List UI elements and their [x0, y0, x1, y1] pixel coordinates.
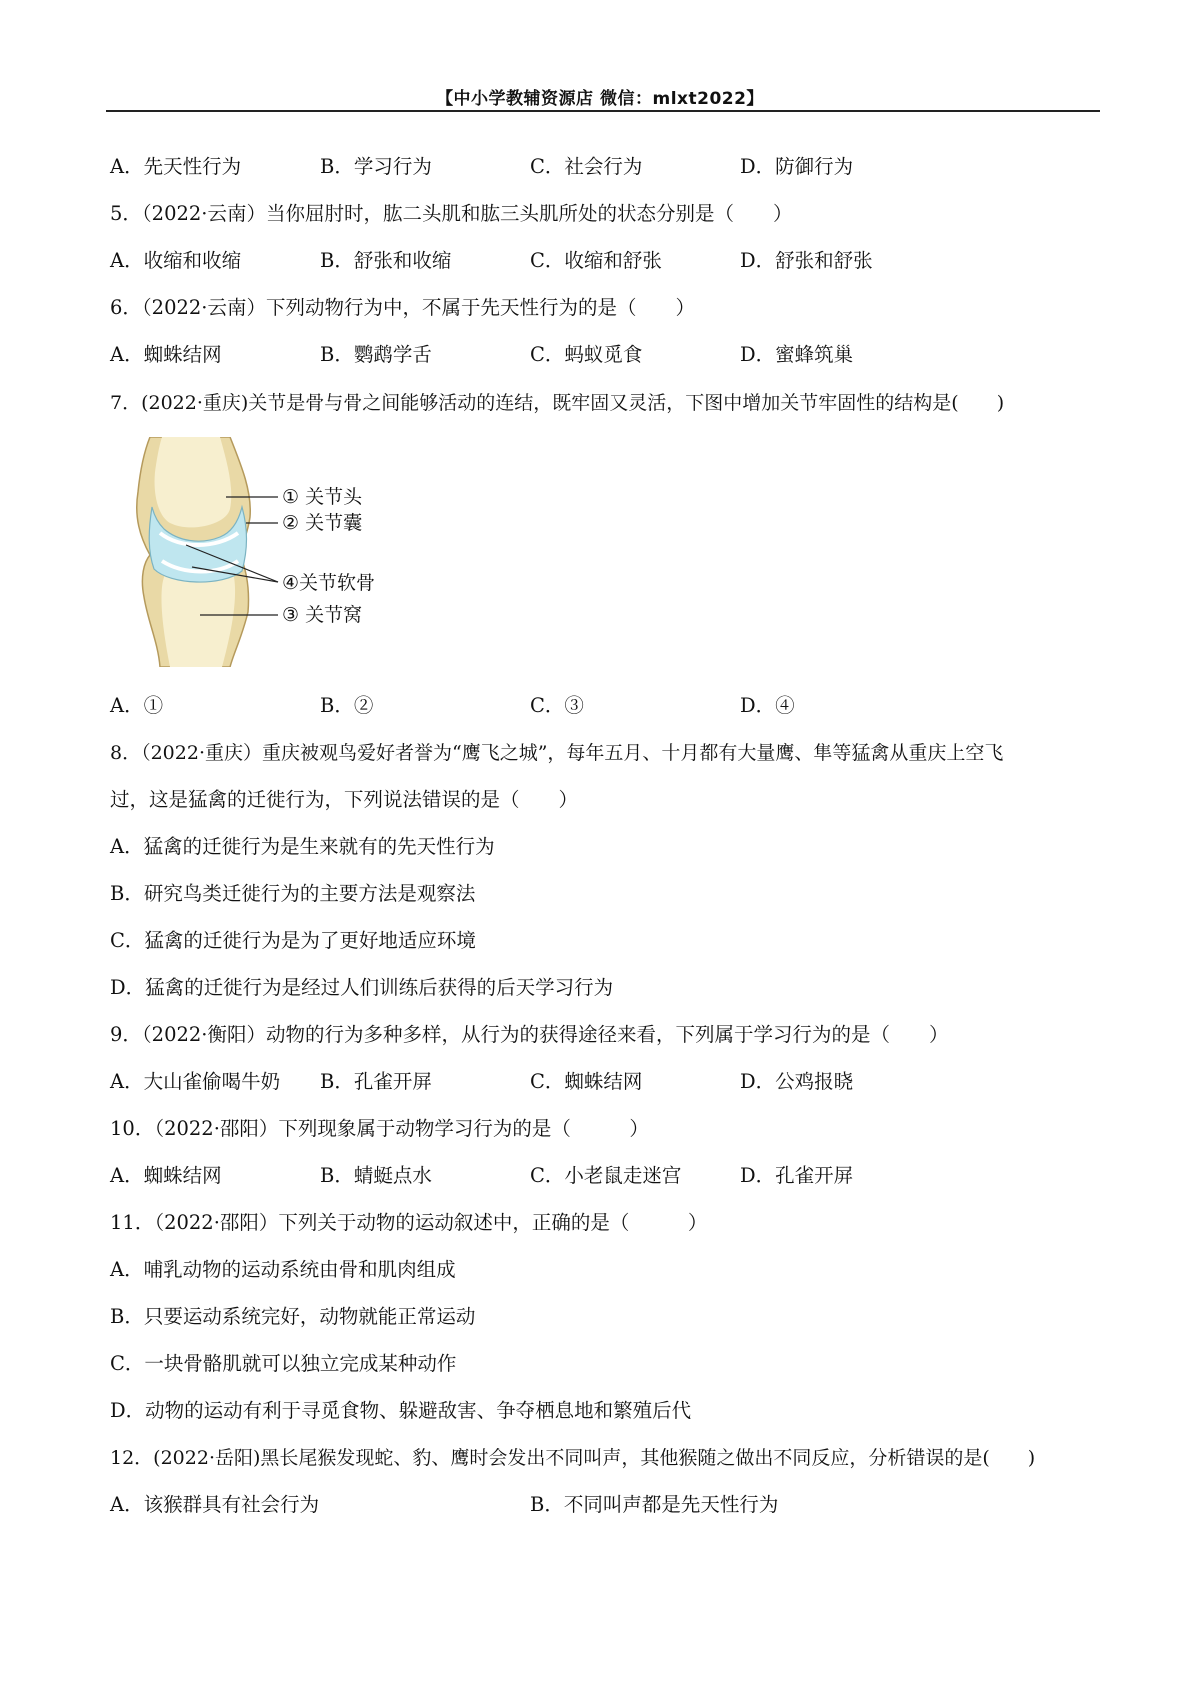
q9-option-b: B．孔雀开屏: [320, 1070, 432, 1093]
q11-option-c: C．一块骨骼肌就可以独立完成某种动作: [110, 1352, 457, 1375]
page-header: 【中小学教辅资源店 微信：mlxt2022】: [436, 89, 764, 109]
q6-stem: 6．（2022·云南）下列动物行为中，不属于先天性行为的是（ ）: [110, 296, 695, 319]
q5-option-d: D．舒张和舒张: [740, 249, 873, 272]
q7-option-a: A．①: [110, 694, 164, 717]
q9-option-c: C．蜘蛛结网: [530, 1070, 643, 1093]
q5-option-c: C．收缩和舒张: [530, 249, 662, 272]
q8-option-b: B．研究鸟类迁徙行为的主要方法是观察法: [110, 882, 476, 905]
label-joint-socket: ③ 关节窝: [282, 604, 363, 626]
q11-option-a: A．哺乳动物的运动系统由骨和肌肉组成: [110, 1258, 456, 1281]
knee-joint-figure: [130, 437, 410, 667]
label-joint-capsule: ② 关节囊: [282, 512, 363, 534]
q6-option-b: B．鹦鹉学舌: [320, 343, 432, 366]
q6-option-d: D．蜜蜂筑巢: [740, 343, 854, 366]
q11-option-d: D．动物的运动有利于寻觅食物、躲避敌害、争夺栖息地和繁殖后代: [110, 1399, 692, 1422]
q8-stem-line-2: 过，这是猛禽的迁徙行为，下列说法错误的是（ ）: [110, 788, 579, 811]
q9-option-a: A．大山雀偷喝牛奶: [110, 1070, 281, 1093]
q8-option-c: C．猛禽的迁徙行为是为了更好地适应环境: [110, 929, 476, 952]
q5-stem: 5．（2022·云南）当你屈肘时，肱二头肌和肱三头肌所处的状态分别是（ ）: [110, 202, 793, 225]
q4-option-b: B．学习行为: [320, 155, 432, 178]
q10-option-c: C．小老鼠走迷宫: [530, 1164, 682, 1187]
q8-option-d: D．猛禽的迁徙行为是经过人们训练后获得的后天学习行为: [110, 976, 614, 999]
q7-stem: 7．(2022·重庆)关节是骨与骨之间能够活动的连结，既牢固又灵活，下图中增加关节牢固性的结构是( ): [110, 392, 1005, 414]
q6-option-c: C．蚂蚁觅食: [530, 343, 643, 366]
q12-stem: 12．(2022·岳阳)黑长尾猴发现蛇、豹、鹰时会发出不同叫声，其他猴随之做出不同反应，分析错误的是( ): [110, 1447, 1036, 1469]
q12-option-a: A．该猴群具有社会行为: [110, 1493, 320, 1516]
header-divider: [106, 110, 1100, 112]
q9-option-d: D．公鸡报晓: [740, 1070, 854, 1093]
q7-option-b: B．②: [320, 694, 374, 717]
upper-bone: [155, 437, 232, 527]
q12-option-b: B．不同叫声都是先天性行为: [530, 1493, 779, 1516]
q9-stem: 9．（2022·衡阳）动物的行为多种多样，从行为的获得途径来看，下列属于学习行为的是（ ）: [110, 1023, 949, 1046]
label-joint-cartilage: ④关节软骨: [282, 572, 376, 594]
q10-stem: 10．（2022·邵阳）下列现象属于动物学习行为的是（ ）: [110, 1117, 649, 1140]
q11-stem: 11．（2022·邵阳）下列关于动物的运动叙述中，正确的是（ ）: [110, 1211, 708, 1234]
q8-option-a: A．猛禽的迁徙行为是生来就有的先天性行为: [110, 835, 495, 858]
q10-option-a: A．蜘蛛结网: [110, 1164, 222, 1187]
q10-option-d: D．孔雀开屏: [740, 1164, 854, 1187]
q4-option-d: D．防御行为: [740, 155, 854, 178]
q5-option-b: B．舒张和收缩: [320, 249, 452, 272]
q5-option-a: A．收缩和收缩: [110, 249, 242, 272]
q10-option-b: B．蜻蜓点水: [320, 1164, 432, 1187]
q4-option-a: A．先天性行为: [110, 155, 242, 178]
q8-stem-line-1: 8．（2022·重庆）重庆被观鸟爱好者誉为“鹰飞之城”，每年五月、十月都有大量鹰、隼等猛禽从重庆上空飞: [110, 742, 1004, 764]
q7-option-c: C．③: [530, 694, 584, 717]
q6-option-a: A．蜘蛛结网: [110, 343, 222, 366]
q4-option-c: C．社会行为: [530, 155, 643, 178]
q11-option-b: B．只要运动系统完好，动物就能正常运动: [110, 1305, 476, 1328]
label-joint-head: ① 关节头: [282, 486, 363, 508]
q7-option-d: D．④: [740, 694, 795, 717]
